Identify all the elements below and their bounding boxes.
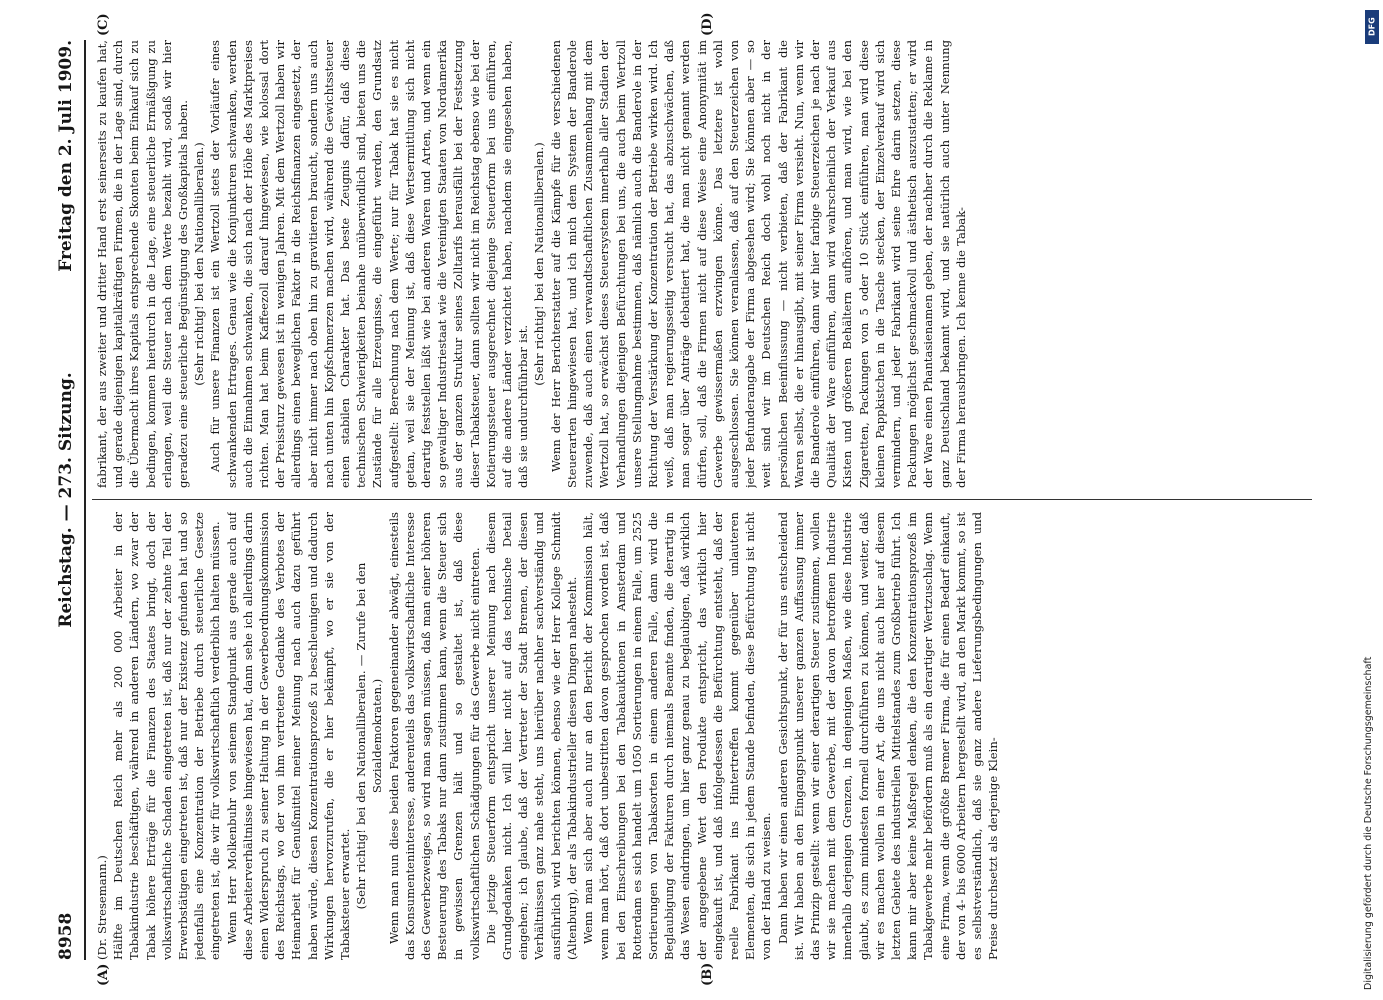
margin-marker-d: (D) bbox=[700, 12, 715, 36]
dfg-logo-icon: DFG bbox=[1365, 10, 1379, 44]
paragraph: Dann haben wir einen anderen Gesichtspunkt, der für uns entscheidend ist. Wir haben an den Eingangspunkt unserer ganzen Auffassung immer das Prinzip gestellt: wenn wir einer derartigen Steuer zustimmen, wollen wir sie machen mit dem Gewerbe, mit der davon betroffenen Industrie innerhalb derjenigen Grenzen, in denjenigen Maßen, wie diese Industrie glaubt, es zum mindesten formell durchführen zu können, und weiter, daß wir es machen wollen in einer Art, die uns nicht auch hier auf diesem letzten Gebiete des industriellen Mittelstandes zum Großbetrieb führt. Ich kann mir aber keine Maßregel denken, die den Konzentrationsprozeß im Tabakgewerbe mehr befördern muß als ein derartiger Wertzuschlag. Wenn eine Firma, wenn die größte Bremer Firma, die für einen Bedarf einkauft, der von 4- bis 6000 Arbeitern hergestellt wird, an den Markt kommt, so ist es selbstverständlich, daß sie ganz andere Lieferungsbedingungen und Preise durchsetzt als derjenige Klein- bbox=[775, 512, 1001, 960]
paragraph: Wenn man sich aber auch nur an den Bericht der Kommission hält, wenn man hört, daß dort unbestritten davon gesprochen worden ist, daß bei den Einschreibungen bei den Tabakauktionen in Amsterdam und Rotterdam es sich handelt um 1050 Sortierungen in einem Falle, um 2525 Sortierungen von Tabaksorten in einem anderen Falle, dann wird die Beglaubigung der Fakturen durch niemals Beamte finden, die derartig in das Wesen eindringen, um hier ganz genau zu beglaubigen, daß wirklich der angegebene Wert den Produkte entspricht, das wirklich hier eingekauft ist, und daß infolgedessen die Befürchtung entsteht, daß der reelle Fabrikant ins Hintertreffen kommt gegenüber unlauteren Elementen, die sich in jedem Stande befinden, diese Befürchtung ist nicht von der Hand zu weisen. bbox=[581, 512, 774, 960]
margin-marker-a: (A) bbox=[96, 963, 111, 986]
interjection: (Sehr richtig! bei den Nationalliberalen.) bbox=[532, 142, 547, 386]
page-number: 8958 bbox=[56, 912, 76, 960]
page-date: Freitag den 2. Juli 1909. bbox=[56, 40, 76, 272]
left-column bbox=[94, 512, 1309, 960]
right-column bbox=[94, 40, 1309, 488]
paragraph: Wenn der Herr Berichterstatter auf die Kämpfe für die verschiedenen Steuerarten hingewiesen hat, und ich mich dem System der Banderole zuwende, daß auch einen verwandtschaftlichen Zusammenhang mit dem Wertzoll hat, so erwächst dieses Steuersystem innerhalb aller Stadien der Verhandlungen diejenigen Befürchtungen bei uns, die auch beim Wertzoll unsere Stellungnahme bestimmen, daß nämlich auch die Banderole in der Richtung der Verstärkung der Konzentration der Betriebe wirken wird. Ich weiß, daß man regierungsseitig versucht hat, das abzuschwächen, daß man sogar über Anträge debattiert hat, die man nicht genannt werden dürfen, soll, daß die Firmen nicht auf diese Weise eine Anonymität im Gewerbe gewissermaßen erzwingen könne. Das letztere ist wohl ausgeschlossen. Sie können veranlassen, daß auf den Steuerzeichen von jeder Befunderangabe der Firma abgesehen wird; Sie können aber — so weit sind wir im Deutschen Reich doch wohl noch nicht in der persönlichen Beeinflussung — nicht verbieten, daß der Fabrikant die Waren selbst, die er hinausgibt, mit seiner Firma versieht. Nun, wenn wir die Banderole einführen, dann wir hier farbige Steuerzeichen je nach der Qualität der Ware einführen, dann wird wahrscheinlich der Verkauf aus Kisten und größeren Behältern aufhören, und man wird, wie bei den Zigaretten, Packungen von 5 oder 10 Stück einführen, man wird diese kleinen Pappkistchen in die Tasche stecken, der Einzelverkauf wird sich vermindern, und jeder Fabrikant wird seine Ehre darin setzen, diese Packungen möglichst geschmackvoll und ästhetisch auszustatten; er wird der Ware einen Phantasienamen geben, der nachher durch die Reklame in ganz Deutschland bekannt wird, und sie natürlich auch unter Nennung der Firma herausbringen. Ich kenne die Tabak- bbox=[548, 40, 968, 488]
interjection: (Sehr richtig! bei den Nationalliberalen. — Zurufe bei den Sozialdemokraten.) bbox=[354, 562, 385, 910]
margin-marker-b: (B) bbox=[700, 962, 715, 986]
paragraph: fabrikant, der aus zweiter und dritter Hand erst seinerseits zu kaufen hat, und gerade diejenigen kapitalkräftigen Firmen, die in der Lage sind, durch die Übermacht ihres Kapitals entsprechende Skonten beim Einkauf sich zu bedingen, kommen hierdurch in die Lage, eine steuerliche Ermäßigung zu erlangen, weil die Steuer nach dem Werte bezahlt wird, sodaß wir hier geradezu eine steuerliche Begünstigung des Großkapitals haben. bbox=[95, 40, 191, 488]
paragraph: Hälfte im Deutschen Reich mehr als 200 000 Arbeiter in der Tabakindustrie beschäftigen, während in anderen Ländern, wo zwar der Tabak höhere Erträge für die Finanzen des Staates bringt, doch der volkswirtschaftliche Schaden eingetreten ist, daß nur der zehnte Teil der Erwerbstätigen eingetreten ist, daß nur der Existenz gefunden hat und so jedenfalls eine Konzentration der Betriebe durch steuerliche Gesetze eingetreten ist, die wir für volkswirtschaftlich verderblich halten müssen. bbox=[111, 512, 223, 960]
paragraph: Die jetzige Steuerform entspricht unserer Meinung nach diesem Grundgedanken nicht. Ich will hier nicht auf das technische Detail eingehen; ich glaube, daß der Vertreter der Stadt Bremen, der diesen Verhältnissen ganz nahe steht, uns hierüber nachher sachverständig und ausführlich wird berichten können, ebenso wie der Herr Kollege Schmidt (Altenburg), der als Tabakindustrieller diesen Dingen nahesteht. bbox=[483, 512, 579, 960]
paragraph: Wenn Herr Molkenbuhr von seinem Standpunkt aus gerade auch auf diese Arbeiterverhältnisse hingewiesen hat, dann sehe ich allerdings darin einen Widerspruch zu seiner Haltung in der Gewerbeordnungskommission des Reichstags, wo der von ihm vertretene Gedanke des Verbotes der Heimarbeit für Genußmittel meiner Meinung nach auch dazu geführt haben würde, diesen Konzentrationsprozeß zu beschleunigen und dadurch Wirkungen hervorzurufen, die er hier bekämpft, wo er sie von der Tabaksteuer erwartet. bbox=[224, 512, 353, 960]
page-header bbox=[56, 40, 78, 960]
interjection: (Sehr richtig! bei den Nationalliberalen.) bbox=[192, 142, 207, 386]
margin-marker-c: (C) bbox=[96, 13, 111, 36]
page-title: Reichstag. — 273. Sitzung. bbox=[56, 372, 76, 628]
paragraph: Auch für unsere Finanzen ist ein Wertzoll stets der Vorläufer eines schwankenden Ertrages. Genau wie die Konjunkturen schwanken, werden auch die Einnahmen schwanken, die sich nach der Höhe des Marktpreises richten. Man hat beim Kaffeezoll darauf hingewiesen, wie kolossal dort der Preissturz gewesen ist in wenigen Jahren. Mit dem Wertzoll haben wir allerdings einen beweglichen Faktor in die Reichsfinanzen eingesetzt, der aber nicht immer nach oben hin zu gravitieren braucht, sondern uns auch nach unten hin Kopfschmerzen machen wird, während die Gewichtssteuer einen stabilen Charakter hat. Das beste Zeugnis dafür, daß diese technischen Schwierigkeiten beinahe unüberwindlich sind, bieten uns die Zustände für alle Erzeugnisse, die eingeführt werden, den Grundsatz aufgestellt: Berechnung nach dem Werte; nur für Tabak hat sie es nicht getan, weil sie der Meinung ist, daß diese Wertsermittlung sich nicht derartig feststellen läßt wie bei anderen Waren und Arten, und wenn ein so gewaltiger Industriestaat wie die Vereinigten Staaten von Nordamerika aus der ganzen Struktur seines Zolltarifs herausfällt bei der Festsetzung dieser Tabaksteuer, dann sollten wir nicht im Reichstag ebenso wie bei der Kotierungssteuer ausgerechnet diejenige Steuerform bei uns einführen, auf die andere Länder verzichtet haben, nachdem sie eingesehen haben, daß sie undurchführbar ist. bbox=[208, 40, 531, 488]
paragraph: Wenn man nun diese beiden Faktoren gegeneinander abwägt, einesteils das Konsumenteninteresse, anderenteils das volkswirtschaftliche Interesse des Gewerbezweiges, so wird man sagen müssen, daß man einer höheren Besteuerung des Tabaks nur dann zustimmen kann, wenn die Steuer sich in gewissen Grenzen hält und so gestaltet ist, daß diese volkswirtschaftlichen Schädigungen für das Gewerbe nicht eintreten. bbox=[386, 512, 482, 960]
header-rule bbox=[84, 40, 86, 960]
speaker-label: (Dr. Stresemann.) bbox=[95, 855, 109, 960]
digitization-note: Digitalisierung gefördert durch die Deutsche Forschungsgemeinschaft bbox=[1363, 656, 1374, 990]
column-divider bbox=[92, 499, 1312, 500]
